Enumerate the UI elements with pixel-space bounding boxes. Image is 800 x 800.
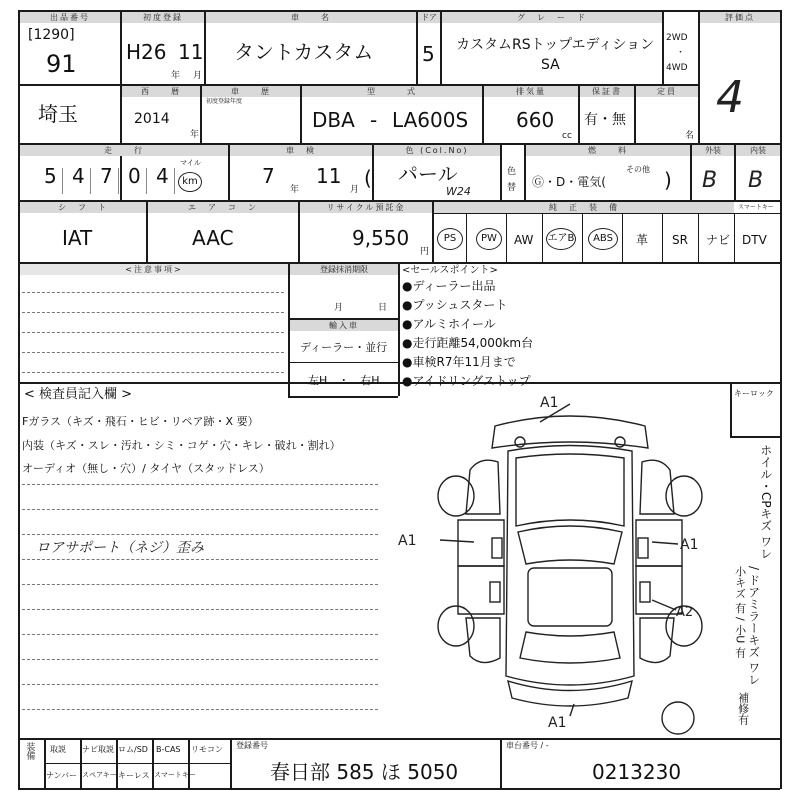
equip-sr: SR xyxy=(672,233,688,247)
inspector-line2: 内装（キズ・スレ・汚れ・シミ・コゲ・穴・キレ・破れ・割れ） xyxy=(22,439,341,452)
left-front-door xyxy=(458,520,504,566)
model-label: 型 式 xyxy=(302,86,482,97)
seireki-label: 西 暦 xyxy=(122,86,200,97)
footer-item: キーレス xyxy=(118,771,150,780)
score-value: 4 xyxy=(716,72,744,123)
history-sub: 初度登録年度 xyxy=(206,98,243,105)
lot-paren: [1290] xyxy=(28,27,75,43)
mileage-digit: 7 xyxy=(100,164,113,188)
body-outline xyxy=(506,446,634,686)
year-era: H26 xyxy=(126,40,167,64)
fuel-label: 燃 料 xyxy=(526,145,690,156)
notes-label: <注意事項> xyxy=(20,264,288,275)
notes-area xyxy=(22,282,284,382)
rule xyxy=(730,382,732,436)
score-label: 評価点 xyxy=(700,12,780,23)
inspector-lines xyxy=(22,474,378,734)
import-hand: 左H ・ 右H xyxy=(308,374,380,387)
legend-col1: ホイル・CPキズ ワレ xyxy=(758,444,773,560)
leader-line xyxy=(652,600,676,610)
displacement-unit: cc xyxy=(562,131,572,141)
mileage-digit: 5 xyxy=(44,164,57,188)
right-handle xyxy=(640,582,650,602)
warranty-label: 保証書 xyxy=(580,86,634,97)
interior-label: 内装 xyxy=(736,145,780,156)
dotted-line xyxy=(22,659,378,660)
color-side2: 替 xyxy=(507,183,517,193)
shaken-tsuki: 月 xyxy=(350,185,360,195)
wd-dot: ・ xyxy=(676,48,686,58)
rule xyxy=(18,10,20,789)
mileage-label: 走 行 xyxy=(20,145,228,156)
year-month: 11 xyxy=(178,40,204,64)
rule xyxy=(398,262,400,396)
rule xyxy=(288,362,398,363)
import-label: 輸入車 xyxy=(290,320,398,331)
rule xyxy=(622,214,623,262)
rule xyxy=(230,738,232,788)
color-value: パール xyxy=(398,162,458,186)
mileage-digit: 4 xyxy=(156,164,169,188)
sales-point: ●車検R7年11月まで xyxy=(402,355,516,369)
import-value: ディーラー・並行 xyxy=(300,341,388,354)
tick xyxy=(174,168,175,194)
color-code: W24 xyxy=(446,185,471,198)
left-mirror xyxy=(492,538,502,558)
leader-line xyxy=(440,540,474,542)
car-diagram xyxy=(420,396,720,736)
equip-aw: AW xyxy=(514,233,534,247)
rule xyxy=(500,143,502,200)
rule xyxy=(730,436,780,438)
windshield xyxy=(518,526,622,564)
footer-item: B-CAS xyxy=(156,745,181,754)
left-rear-wheel xyxy=(438,606,474,646)
dotted-line xyxy=(22,292,284,293)
leader-line xyxy=(652,542,678,544)
keylock-label: キーロック xyxy=(734,389,774,398)
displacement-label: 排気量 xyxy=(484,86,578,97)
rule xyxy=(734,214,735,262)
legend-col3: 小キズ 有 / 小U 有 xyxy=(733,566,747,658)
capacity-label: 定員 xyxy=(636,86,698,97)
footer-item: ナビ取説 xyxy=(82,745,114,754)
shaken-month: 11 xyxy=(316,164,342,188)
tick xyxy=(90,168,91,194)
recycle-value: 9,550 xyxy=(352,226,410,250)
tick xyxy=(146,168,147,194)
mark-right-rear: A2 xyxy=(676,605,694,620)
chassis-value: 0213230 xyxy=(592,760,682,784)
aircon-value: AAC xyxy=(192,226,234,250)
equip-ps: PS xyxy=(437,228,463,250)
rule xyxy=(120,10,122,200)
lot-number: 91 xyxy=(46,50,77,78)
equip-dtv: DTV xyxy=(742,233,767,247)
rule xyxy=(662,214,663,262)
footer-item: スペアキー xyxy=(82,771,117,779)
equip-navi: ナビ xyxy=(706,233,731,247)
sales-label: <セールスポイント> xyxy=(402,265,498,276)
dotted-line xyxy=(22,372,284,373)
rule xyxy=(18,788,780,790)
warranty-value: 有・無 xyxy=(584,112,626,128)
doors-label: ドア xyxy=(418,12,440,23)
capacity-unit: 名 xyxy=(685,131,695,141)
paren-open: ( xyxy=(364,166,372,190)
dotted-line xyxy=(22,609,378,610)
fuel-close: ) xyxy=(664,168,672,192)
chassis-label: 車台番号 / - xyxy=(506,741,549,750)
sales-point: ●走行距離54,000km台 xyxy=(402,336,534,350)
equip-abs: ABS xyxy=(588,228,618,250)
mark-bottom: A1 xyxy=(548,715,567,731)
sales-point: ●ディーラー出品 xyxy=(402,279,496,293)
deadline-label: 登録抹消期限 xyxy=(290,264,398,275)
seireki-nen: 年 xyxy=(190,130,200,140)
shaken-nen: 年 xyxy=(290,185,300,195)
inspection-label: 車 検 xyxy=(230,145,372,156)
rule xyxy=(780,10,782,789)
footer-item: 取説 xyxy=(50,745,66,754)
footer-item: スマートキー xyxy=(154,771,196,779)
dotted-line xyxy=(22,709,378,710)
fog-lamp xyxy=(515,437,525,447)
rule xyxy=(18,738,780,740)
shift-label: シ フ ト xyxy=(20,202,146,213)
sales-point: ●アイドリングストップ xyxy=(402,374,531,388)
equip-pw: PW xyxy=(476,228,502,250)
footer-item: ナンバー xyxy=(46,771,78,780)
dotted-line xyxy=(22,509,378,510)
year-label: 初度登録 xyxy=(122,12,204,23)
lot-label: 出品番号 xyxy=(20,12,120,23)
rule xyxy=(698,10,700,143)
model-prefix: DBA xyxy=(312,108,355,132)
footer-item: リモコン xyxy=(191,745,223,754)
fog-lamp xyxy=(615,437,625,447)
grade-label: グ レ ー ド xyxy=(442,12,662,23)
tick xyxy=(62,168,63,194)
wd4: 4WD xyxy=(666,63,688,73)
inspector-label: < 検査員記入欄 > xyxy=(24,387,133,402)
fuel-other: その他 xyxy=(626,165,650,174)
region: 埼玉 xyxy=(38,102,78,126)
fuel-value: Ⓖ・D・電気( xyxy=(532,175,606,189)
roof xyxy=(528,568,612,626)
legend-col2: / ドアミラーキズ ワレ xyxy=(746,566,761,686)
rule xyxy=(288,396,398,398)
dotted-line xyxy=(22,684,378,685)
aircon-label: エ ア コ ン xyxy=(148,202,298,213)
rule xyxy=(500,738,502,788)
rule xyxy=(466,214,467,262)
mileage-digit: 4 xyxy=(72,164,85,188)
equipment-smartkey: スマートキー xyxy=(738,204,774,211)
wd2: 2WD xyxy=(666,33,688,43)
color-side1: 色 xyxy=(507,167,517,177)
inspector-line3: オーディオ（無し・穴）/ タイヤ（スタッドレス） xyxy=(22,462,270,475)
inspector-handwritten: ロアサポート（ネジ）歪み xyxy=(36,540,204,556)
dotted-line xyxy=(22,484,378,485)
left-front-wheel xyxy=(438,476,474,516)
model-value: LA600S xyxy=(392,108,469,132)
mileage-unit-mile: マイル xyxy=(180,159,201,167)
tick xyxy=(118,168,119,194)
grade-line1: カスタムRSトップエディション xyxy=(456,37,655,53)
reg-value: 春日部 585 ほ 5050 xyxy=(270,760,459,784)
deadline-tsuki: 月 xyxy=(334,303,344,313)
doors-value: 5 xyxy=(422,42,435,66)
hood xyxy=(516,454,624,526)
rule xyxy=(44,763,230,764)
right-front-wheel xyxy=(666,476,702,516)
left-quarter xyxy=(466,618,500,663)
dotted-line xyxy=(22,352,284,353)
displacement-value: 660 xyxy=(516,108,555,132)
history-label: 車 歴 xyxy=(202,86,300,97)
color-label: 色 (Col.No) xyxy=(374,145,500,156)
dotted-line xyxy=(22,332,284,333)
reg-label: 登録番号 xyxy=(236,741,268,750)
sales-point: ●アルミホイール xyxy=(402,317,496,331)
mark-left: A1 xyxy=(398,533,417,549)
shift-value: IAT xyxy=(62,226,93,250)
rule xyxy=(506,214,507,262)
footer-item: ロム/SD xyxy=(118,745,148,754)
dotted-line xyxy=(22,584,378,585)
right-mirror xyxy=(638,538,648,558)
model-dash: - xyxy=(370,108,378,132)
dotted-line xyxy=(22,534,378,535)
dotted-line xyxy=(22,312,284,313)
exterior-label: 外装 xyxy=(692,145,734,156)
car-name-label: 車 名 xyxy=(206,12,416,23)
mark-right: A1 xyxy=(680,537,699,553)
recycle-unit: 円 xyxy=(420,247,430,257)
shaken-year: 7 xyxy=(262,164,275,188)
car-name: タントカスタム xyxy=(234,40,374,64)
year-tsuki: 月 xyxy=(193,71,203,81)
equip-airbag: エアB xyxy=(546,228,576,250)
year-nen: 年 xyxy=(171,71,181,81)
mileage-digit: 0 xyxy=(128,164,141,188)
inspector-line1: Fガラス（キズ・飛石・ヒビ・リペア跡・X 要） xyxy=(22,415,259,428)
exterior-value: B xyxy=(702,168,718,193)
dotted-line xyxy=(22,634,378,635)
km-circle: km xyxy=(178,172,202,192)
seireki-value: 2014 xyxy=(134,111,170,127)
sales-point: ●プッシュスタート xyxy=(402,298,508,312)
dotted-line xyxy=(22,559,378,560)
rule xyxy=(542,214,543,262)
deadline-hi: 日 xyxy=(378,303,388,313)
rule xyxy=(582,214,583,262)
left-rear-door xyxy=(458,566,504,614)
interior-value: B xyxy=(748,168,764,193)
spare-wheel xyxy=(662,702,694,734)
equip-leather: 革 xyxy=(636,233,649,247)
rule xyxy=(434,213,780,214)
equipment-label: 純 正 装 備 xyxy=(434,202,734,213)
grade-line2: SA xyxy=(541,57,560,73)
rule xyxy=(662,10,664,84)
mark-top: A1 xyxy=(540,395,559,411)
footer-label: 装備 xyxy=(24,742,35,760)
rule xyxy=(698,214,699,262)
rear-glass xyxy=(520,632,620,663)
legend-col4: 補修有 xyxy=(736,692,750,725)
recycle-label: リサイクル預託金 xyxy=(300,202,432,213)
right-quarter xyxy=(640,618,674,663)
left-handle xyxy=(490,582,500,602)
